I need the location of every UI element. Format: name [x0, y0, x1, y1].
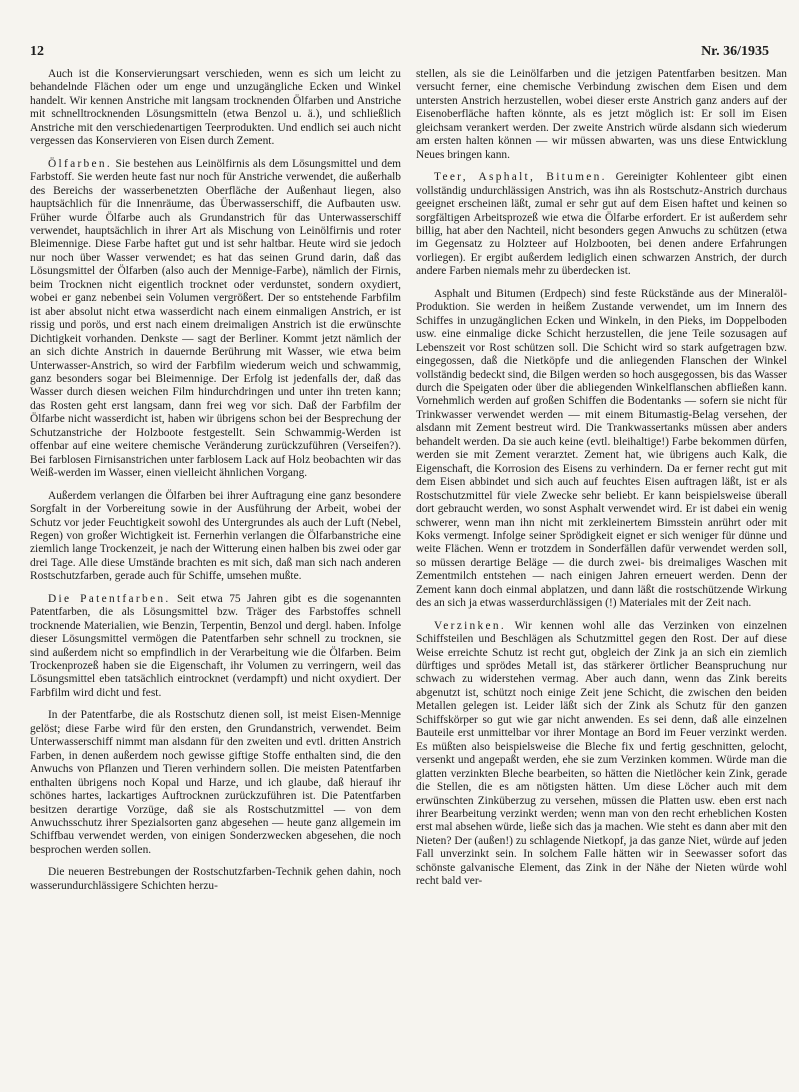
section-heading: Ölfarben. — [48, 157, 113, 170]
paragraph-text: Sie bestehen aus Leinölfirnis als dem Lösungsmittel und dem Farbstoff. Sie werden heute fast nur noch für Anstriche verwendet, die außerhalb des Bereichs der wasserbenetzten Oberfläche der Außenhaut liegen, also hauptsächlich für die Innenräume, das Überwasserschiff, die Aufbauten usw. Früher wurde Ölfarbe auch als Grundanstrich für das Unterwasserschiff verwendet, hauptsächlich in ihrer Art als Mischung von Leinölfirnis und roter Bleimennige. Diese Farbe haftet gut und ist sehr haltbar. Heute wird sie jedoch nur noch über Wasser verwendet; es hat das seinen Grund darin, daß das Lösungsmittel der Ölfarben (also auch der Mennige-Farbe), nämlich der Firnis, beim Trocknen nicht eigentlich trocknet oder verdunstet, sondern oxydiert, wobei er ganz nebenbei sein Volumen vergrößert. Der so entstehende Farbfilm ist aber absolut nicht etwa wasserdicht nach einem einmaligen Anstrich, er ist rissig und porös, und erst nach einem dreimaligen Anstrich ist die erwünschte Dichtigkeit vorhanden. Denkste — sagt der Berliner. Kommt jetzt nämlich der an sich dichte Anstrich in dauernde Berührung mit Wasser, wie etwa beim Unterwasser-Anstrich, so wird der Farbfilm wiederum weich und schwammig, ganz besonders sogar bei Bleimennige. Der Erfolg ist jedenfalls der, daß das Wasser durch diesen weichen Film hindurchdringen und unter ihn treten kann; das Rosten geht erst langsam, dann frei weg vor sich. Daß der Farbfilm der Ölfarbe nicht wasserdicht ist, haben wir übrigens schon bei der Besprechung der Schutzanstriche der Holzboote festgestellt. Sein Schwammig-Werden ist offenbar auf eine weitere chemische Veränderung zurückzuführen (Verseifen?). Bei farblosen Firnisanstrichen unter farblosem Lack auf Holz beobachten wir das Weiß-werden im Wasser, einen vielleicht ähnlichen Vorgang. — [30, 157, 401, 480]
paragraph — [30, 68, 401, 149]
right-column — [416, 68, 787, 889]
section-heading: Verzinken. — [434, 619, 507, 632]
paragraph-text: Asphalt und Bitumen (Erdpech) sind feste Rückstände aus der Mineralöl-Produktion. Sie werden in heißem Zustande verwendet, um im Innern des Schiffes in unzugänglichen Ecken und Winkeln, in den Pieks, im Doppelboden usw. eine einmalige dicke Schicht herzustellen, die jene Teile sozusagen auf Lebenszeit vor Rost schützen soll. Die Schicht wird so stark aufgetragen bzw. eingegossen, daß die Nietköpfe und die anliegenden Flanschen der Winkel vollständig bedeckt sind, die Bilgen werden so hoch ausgegossen, bis das Wasser durch die Speigaten oder über die abliegenden Winkelflanschen abfließen kann. Vornehmlich werden auf großen Schiffen die Bodentanks — sofern sie nicht für Trinkwasser verwendet werden — mit einem Bitumastig-Belag versehen, der alsdann mit Zement bestreut wird. Die Trankwassertanks müssen aber anders behandelt werden. Da sie auch keine (evtl. bleihaltige!) Farbe bekommen dürfen, werden sie mit Zement verarztet. Zement hat, wie übrigens auch Kalk, die Eigenschaft, die Korrosion des Eisens zu verhindern. Da er ferner recht gut mit dem Eisen abbindet und sich auch auf feuchtes Eisen auftragen läßt, ist er als Rostschutzmittel für viele Zwecke sehr beliebt. Er kann beispielsweise überall dort gebraucht werden, wo sonst Asphalt verwendet wird. Er ist dabei ein wenig schwerer, wenn man ihn nicht mit zerkleinertem Bimsstein anrührt oder mit Koks vermengt. Infolge seiner Sprödigkeit eignet er sich weniger für dünne und weite Flächen. Wenn er trotzdem in Sonderfällen dafür verwendet werden soll, so müssen derartige Beläge — die durch zwei- bis dreimaliges Waschen mit Zementmilch entstehen — nach einigen Jahren erneuert werden. Denn der Zement kann doch einmal abplatzen, und dann läßt die rostschützende Wirkung des an sich ja etwas wasserdurchlässigen (!) Materiales mit der Zeit nach. — [416, 287, 787, 610]
paragraph — [30, 490, 401, 584]
paragraph — [416, 288, 787, 611]
paragraph — [30, 158, 401, 481]
paragraph-continued — [416, 68, 787, 162]
paragraph — [416, 620, 787, 889]
paragraph — [30, 709, 401, 857]
page-number: 12 — [30, 44, 44, 59]
left-column — [30, 68, 401, 893]
paragraph-text: Außerdem verlangen die Ölfarben bei ihrer Auftragung eine ganz besondere Sorgfalt in der Vorbereitung sowie in der Ausführung der Arbeit, wobei der Schutz vor jeder Feuchtigkeit sowohl des Untergrundes als auch der Luft (Nebel, Regen) von großer Wichtigkeit ist. Fernerhin verlangen die Ölfarbanstriche eine ziemlich lange Trockenzeit, je nach der Witterung einen halben bis zwei oder gar drei Tage. Alle diese Umstände brachten es mit sich, daß man sich nach anderen Rostschutzfarben, gerade auch für Schiffe, umsehen mußte. — [30, 489, 401, 583]
paragraph-text: Wir kennen wohl alle das Verzinken von einzelnen Schiffsteilen und Beschlägen als Schutzmittel gegen den Rost. Der auf diese Weise erreichte Schutz ist recht gut, obgleich der Zink ja an sich ein ziemlich dürftiges und sprödes Metall ist, das stärkerer örtlicher Beanspruchung nur schwach zu widerstehen vermag. Aber auch dann, wenn das Zink bereits abgenutzt ist, schützt noch einige Zeit jene Schicht, die zwischen den beiden Metallen gelegen ist. Leider läßt sich der Zink als Schutz für den ganzen Schiffskörper so gut wie gar nicht anwenden. Es sei denn, daß alle einzelnen Bauteile erst unmittelbar vor ihrer Montage an Bord im Feuer verzinkt werden. Es müßten also beispielsweise die Bleche fix und fertig geschnitten, gelocht, versenkt und angepaßt werden, ehe sie zum Verzinken kommen. Würde man die glatten verzinkten Bleche bearbeiten, so hätten die Nietlöcher kein Zink, gerade die Stellen, die es am nötigsten hätten. Um diese Löcher auch mit dem erwünschten Zinküberzug zu versehen, müssen die Platten usw. eben erst nach ihrer Bearbeitung verzinkt werden; wenn man von den recht erheblichen Kosten erst mal absehen würde, ließe sich das ja machen. Wie steht es dann aber mit den Nieten? Der (außen!) zu schlagende Nietkopf, ja das ganze Niet, würde auf jeden Fall unverzinkt sein. In solchem Falle hätten wir in Seewasser sofort das schönste galvanische Element, das Zink in der Nähe der Nieten würde wohl recht bald ver- — [416, 619, 787, 888]
paragraph-text: stellen, als sie die Leinölfarben und die jetzigen Patentfarben besitzen. Man versucht ferner, eine chemische Verbindung zwischen dem Eisen und dem untersten Anstrich herzustellen, wobei dieser erste Anstrich ganz anders auf der Eisenoberfläche haften könnte, als es jetzt möglich ist: Er soll im Eisen gleichsam verankert werden. Der zweite Anstrich würde alsdann sich wiederum am ersten halten können — wir müssen abwarten, was uns diese Entwicklung Neues bringen kann. — [416, 68, 787, 161]
paragraph-text: In der Patentfarbe, die als Rostschutz dienen soll, ist meist Eisen-Mennige gelöst; diese Farbe wird für den ersten, den Grundanstrich, verwendet. Beim Unterwasserschiff nimmt man alsdann für den zweiten und evtl. dritten Anstrich Farben, in denen außerdem noch gewisse giftige Stoffe enthalten sind, die den Anwuchs von Pflanzen und Tieren verhindern sollen. Die meisten Patentfarben enthalten übrigens noch Kopal und Harze, und ich glaube, daß hierauf ihr schönes hartes, lackartiges Auftrocknen zurückzuführen ist. Die Patentfarben besitzen derartige Vorzüge, daß sie als Rostschutzmittel — von dem Anwuchsschutz ihrer Spezialsorten ganz abgesehen — heute ganz allgemein im Schiffbau verwendet werden, von einigen Sonderzwecken abgesehen, die noch besprochen werden sollen. — [30, 709, 401, 856]
paragraph-text: Seit etwa 75 Jahren gibt es die sogenannten Patentfarben, die als Lösungsmittel bzw. Träger des Farbstoffes schnell trocknende Materialien, wie Benzin, Terpentin, Benzol und dergl. haben. Infolge dieser Lösungsmittel vermögen die Patentfarben sehr schnell zu trocknen, sie sind außerdem nicht so empfindlich in der Verarbeitung wie die Ölfarben. Beim Trockenprozeß haben sie die Eigenschaft, ihr Volumen zu verringern, weil das Lösungsmittel eben tatsächlich eintrocknet (verdampft) und nicht oxydiert. Der Farbfilm wird dicht und fest. — [30, 592, 401, 699]
paragraph — [416, 171, 787, 279]
section-heading: Teer, Asphalt, Bitumen. — [434, 171, 607, 184]
issue-number: Nr. 36/1935 — [701, 44, 769, 59]
paragraph-text: Die neueren Bestrebungen der Rostschutzfarben-Technik gehen dahin, noch wasserundurchlässigere Schichten herzu- — [30, 866, 401, 892]
paragraph-text: Auch ist die Konservierungsart verschieden, wenn es sich um leicht zu behandelnde Flächen oder um enge und unzugängliche Ecken und Winkel handelt. Wir kennen Anstriche mit langsam trocknenden Ölfarben und Anstriche mit schnelltrocknenden Lösungsmitteln (etwa Benzol u. ä.), und schließlich Anstriche mit den verschiedenartigen Teerprodukten. Und endlich sei auch nicht vergessen das Konservieren von Eisen durch Zement. — [30, 68, 401, 148]
paragraph — [30, 866, 401, 893]
paragraph — [30, 593, 401, 701]
paragraph-text: Gereinigter Kohlenteer gibt einen vollständig undurchlässigen Anstrich, was ihn als Rostschutz-Anstrich durchaus geeignet erscheinen läßt, zumal er sehr gut auf dem Eisen haftet und keinen so sorgfältigen Arbeitsprozeß wie etwa die Ölfarbe erfordert. Er ist außerdem sehr billig, hat aber den Nachteil, nicht besonders gegen Anwuchs zu schützen (etwa im Gegensatz zu Holzteer auf Holzbooten, bei denen andere Erfahrungen vorliegen). Er ergibt außerdem lediglich einen schwarzen Anstrich, der durch andere Farben niemals mehr zu überdecken ist. — [416, 171, 787, 278]
section-heading: Die Patentfarben. — [48, 592, 171, 605]
